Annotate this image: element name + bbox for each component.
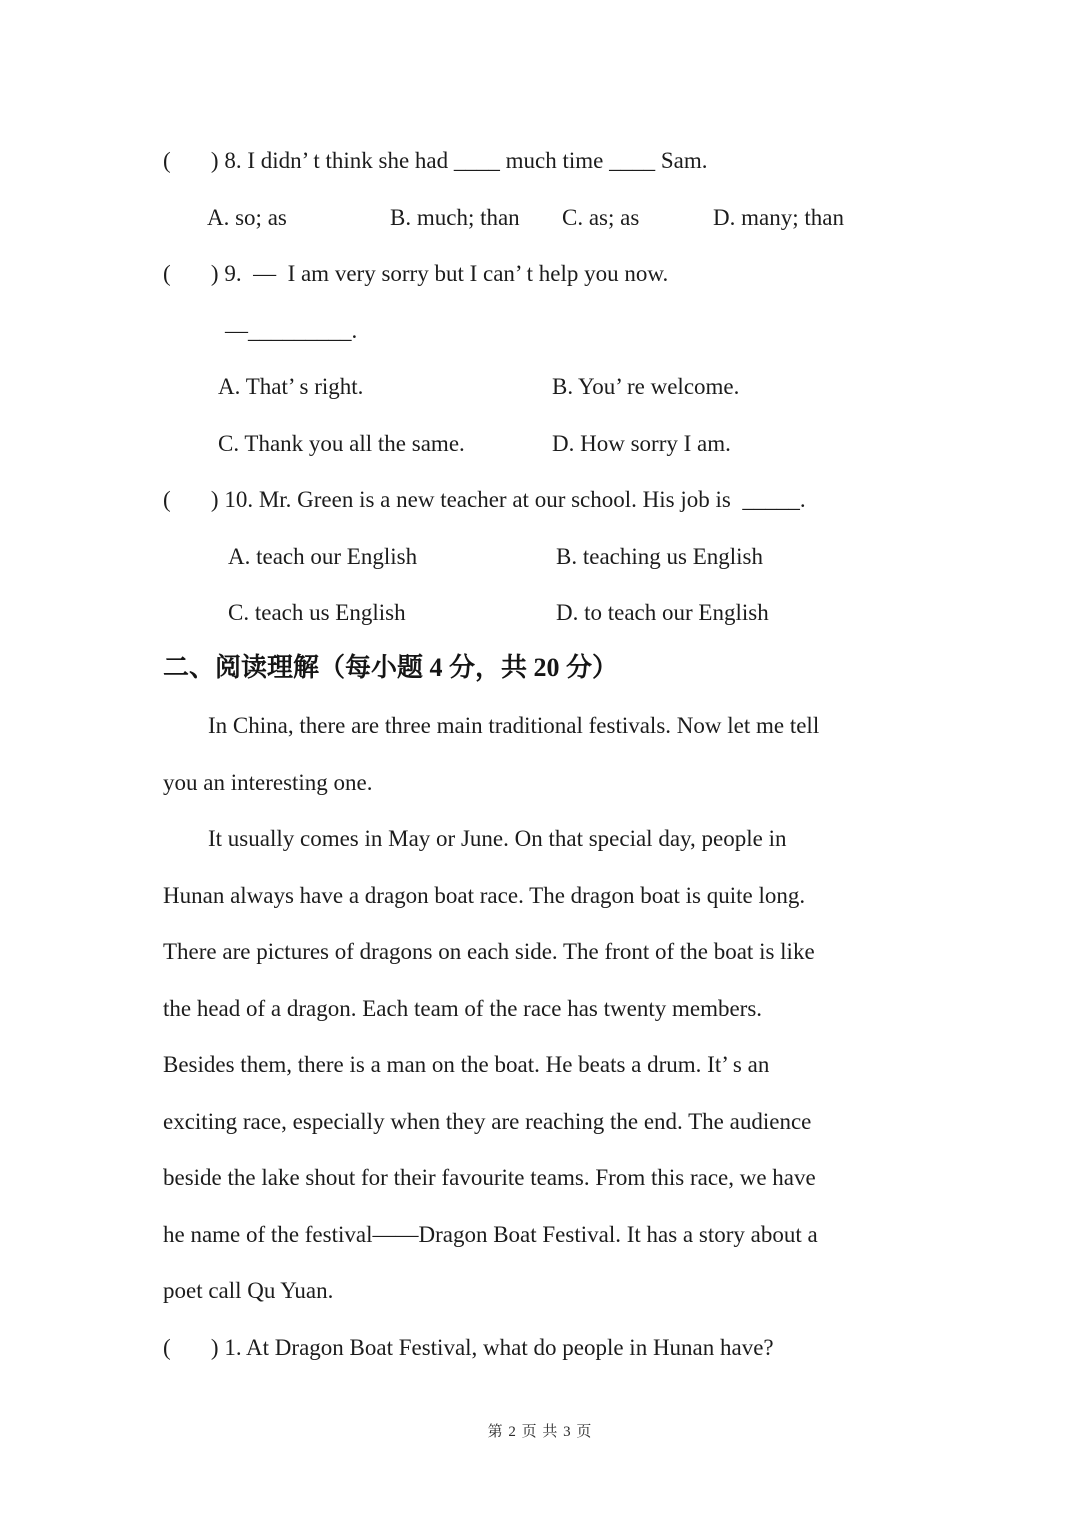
page-number-indicator: 第 2 页 共 3 页 bbox=[487, 1424, 593, 1440]
q9-option-d: D. How sorry I am. bbox=[552, 431, 731, 456]
q10-option-b: B. teaching us English bbox=[556, 544, 763, 569]
passage-line: you an interesting one. bbox=[163, 770, 373, 795]
reading-q1-stem: ( ) 1. At Dragon Boat Festival, what do people in Hunan have? bbox=[163, 1335, 774, 1360]
q8-stem: ( ) 8. I didn’ t think she had ____ much time ____ Sam. bbox=[163, 148, 708, 173]
passage-line: In China, there are three main traditional festivals. Now let me tell bbox=[208, 713, 820, 738]
passage-line: poet call Qu Yuan. bbox=[163, 1278, 334, 1303]
passage-line: There are pictures of dragons on each side. The front of the boat is like bbox=[163, 939, 815, 964]
q10-option-a: A. teach our English bbox=[228, 544, 418, 569]
passage-line: It usually comes in May or June. On that special day, people in bbox=[208, 826, 787, 851]
q8-options-row bbox=[0, 204, 1080, 231]
q9-option-b: B. You’ re welcome. bbox=[552, 374, 740, 399]
q9-option-a: A. That’ s right. bbox=[218, 374, 364, 399]
passage-line: exciting race, especially when they are reaching the end. The audience bbox=[163, 1109, 812, 1134]
passage-line: Hunan always have a dragon boat race. The dragon boat is quite long. bbox=[163, 883, 806, 908]
passage-line: the head of a dragon. Each team of the race has twenty members. bbox=[163, 996, 763, 1021]
q10-stem: ( ) 10. Mr. Green is a new teacher at our school. His job is _____. bbox=[163, 487, 806, 512]
q9-options-row-cd bbox=[0, 430, 1080, 457]
q9-reply-blank: —_________. bbox=[225, 318, 358, 343]
reading-section-heading: 二、阅读理解（每小题 4 分，共 20 分） bbox=[163, 653, 619, 682]
q9-option-c: C. Thank you all the same. bbox=[218, 431, 465, 456]
q9-options-row-ab bbox=[0, 373, 1080, 400]
q10-option-c: C. teach us English bbox=[228, 600, 406, 625]
q10-option-d: D. to teach our English bbox=[556, 600, 769, 625]
q8-option-c: C. as; as bbox=[562, 205, 640, 230]
q8-option-d: D. many; than bbox=[713, 205, 844, 230]
passage-line: he name of the festival——Dragon Boat Festival. It has a story about a bbox=[163, 1222, 818, 1247]
passage-line: Besides them, there is a man on the boat. He beats a drum. It’ s an bbox=[163, 1052, 770, 1077]
q10-options-row-cd bbox=[0, 599, 1080, 626]
q9-stem: ( ) 9. — I am very sorry but I can’ t help you now. bbox=[163, 261, 669, 286]
q8-option-a: A. so; as bbox=[207, 205, 287, 230]
q8-option-b: B. much; than bbox=[390, 205, 520, 230]
passage-line: beside the lake shout for their favourite teams. From this race, we have bbox=[163, 1165, 816, 1190]
q10-options-row-ab bbox=[0, 543, 1080, 570]
